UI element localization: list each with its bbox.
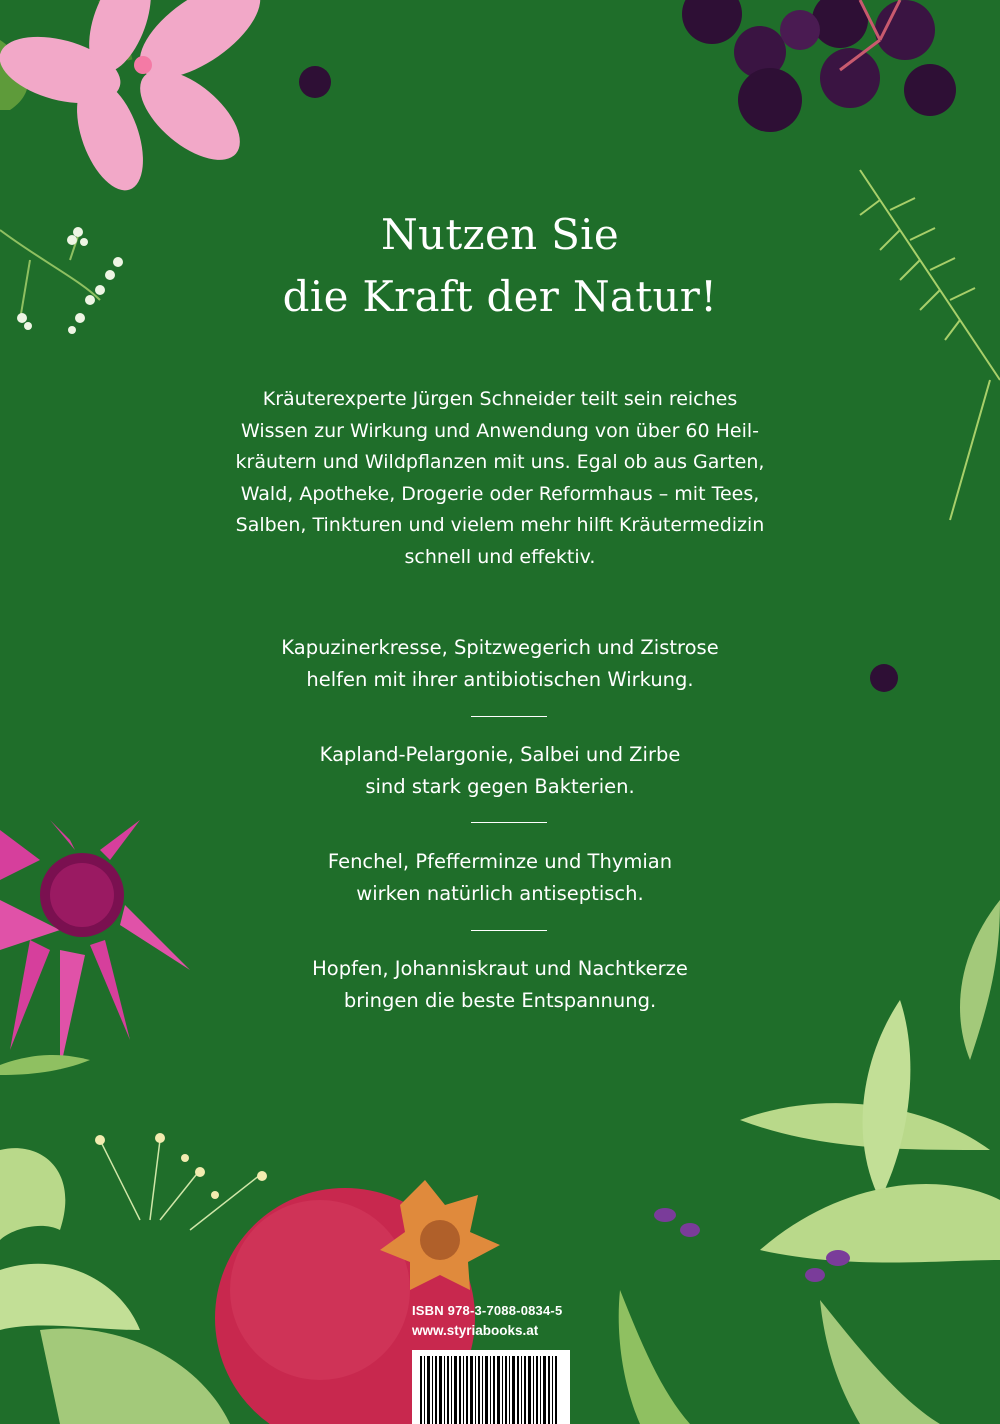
highlight-block	[200, 739, 800, 803]
highlight-line: sind stark gegen Bakterien.	[365, 775, 635, 798]
highlight-line: bringen die beste Entspannung.	[343, 989, 657, 1012]
website-link[interactable]: www.styriabooks.at	[412, 1323, 539, 1338]
echinacea-flower	[0, 820, 190, 1075]
highlight-line: wirken natürlich antiseptisch.	[356, 882, 644, 905]
divider	[471, 716, 547, 717]
highlight-block	[200, 632, 800, 696]
intro-line: Wissen zur Wirkung und Anwendung von über 60 Heil-	[240, 419, 760, 442]
barcode	[412, 1350, 570, 1424]
highlight-block	[200, 846, 800, 910]
highlight-line: helfen mit ihrer antibiotischen Wirkung.	[306, 668, 694, 691]
intro-line: Salben, Tinkturen und vielem mehr hilft Kräutermedizin	[235, 514, 765, 536]
divider	[471, 822, 547, 823]
intro-paragraph	[200, 384, 800, 573]
intro-line: Kräuterexperte Jürgen Schneider teilt sein reiches	[262, 388, 738, 410]
highlight-line: Hopfen, Johanniskraut und Nachtkerze	[312, 957, 688, 980]
divider	[471, 930, 547, 931]
highlight-line: Kapland-Pelargonie, Salbei und Zirbe	[319, 743, 681, 766]
intro-line: schnell und effektiv.	[404, 545, 596, 568]
isbn-text: ISBN 978-3-7088-0834-5	[412, 1303, 563, 1318]
geranium-flower	[0, 0, 276, 199]
highlight-block	[200, 953, 800, 1017]
highlight-line: Kapuzinerkresse, Spitzwegerich und Zistrose	[281, 636, 719, 659]
elderberries	[299, 0, 956, 692]
intro-line: kräutern und Wildpflanzen mit uns. Egal ob aus Garten,	[235, 451, 765, 473]
headline-line-2: die Kraft der Natur!	[282, 272, 718, 321]
barcode-bars	[420, 1350, 562, 1424]
headline-line-1: Nutzen Sie	[380, 210, 620, 259]
intro-line: Wald, Apotheke, Drogerie oder Reformhaus – mit Tees,	[240, 482, 760, 505]
highlight-line: Fenchel, Pfefferminze und Thymian	[327, 850, 673, 873]
